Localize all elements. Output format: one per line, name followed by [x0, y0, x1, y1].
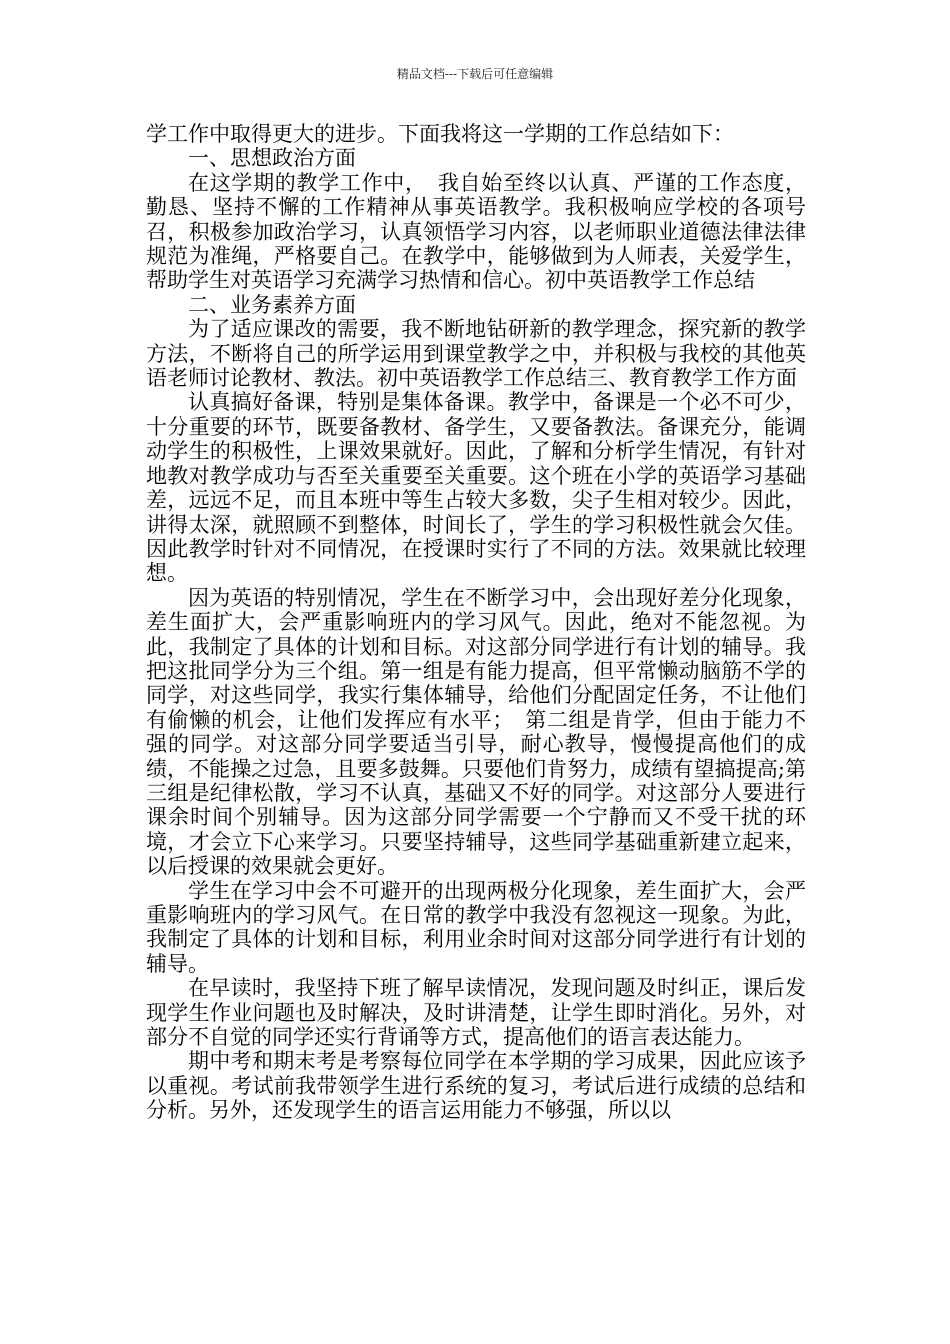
paragraph-professional: 为了适应课改的需要，我不断地钻研新的教学理念，探究新的教学方法，不断将自己的所学运用到课堂教学之中，并积极与我校的其他英语老师讨论教材、教法。初中英语教学工作总结三、教育教学工作方面	[146, 317, 806, 391]
paragraph-lesson-prep: 认真搞好备课，特别是集体备课。教学中，备课是一个必不可少，十分重要的环节，既要备教材、备学生，又要备教法。备课充分，能调动学生的积极性，上课效果就好。因此，了解和分析学生情况，有针对地教对教学成功与否至关重要至关重要。这个班在小学的英语学习基础差，远远不足，而且本班中等生占较大多数，尖子生相对较少。因此，讲得太深，就照顾不到整体，时间长了，学生的学习积极性就会欠佳。因此教学时针对不同情况，在授课时实行了不同的方法。效果就比较理想。	[146, 390, 806, 586]
paragraph-morning-reading: 在早读时，我坚持下班了解早读情况，发现问题及时纠正，课后发现学生作业问题也及时解决，及时讲清楚，让学生即时消化。另外，对部分不自觉的同学还实行背诵等方式，提高他们的语言表达能力。	[146, 976, 806, 1050]
paragraph-student-groups: 因为英语的特别情况，学生在不断学习中，会出现好差分化现象，差生面扩大，会严重影响班内的学习风气。因此，绝对不能忽视。为此，我制定了具体的计划和目标。对这部分同学进行有计划的辅导。我把这批同学分为三个组。第一组是有能力提高，但平常懒动脑筋不学的同学，对这些同学，我实行集体辅导，给他们分配固定任务，不让他们有偷懒的机会，让他们发挥应有水平； 第二组是肯学，但由于能力不强的同学。对这部分同学要适当引导，耐心教导，慢慢提高他们的成绩，不能操之过急，且要多鼓舞。只要他们肯努力，成绩有望搞提高;第三组是纪律松散，学习不认真，基础又不好的同学。对这部分人要进行课余时间个别辅导。因为这部分同学需要一个宁静而又不受干扰的环境，才会立下心来学习。只要坚持辅导，这些同学基础重新建立起来，以后授课的效果就会更好。	[146, 585, 806, 879]
intro-paragraph: 学工作中取得更大的进步。下面我将这一学期的工作总结如下：	[146, 122, 734, 146]
section-heading-professional: 二、业务素养方面	[188, 292, 356, 317]
paragraph-political: 在这学期的教学工作中， 我自始至终以认真、严谨的工作态度，勤恳、坚持不懈的工作精神从事英语教学。我积极响应学校的各项号召，积极参加政治学习，认真领悟学习内容，以老师职业道德法律法律规范为准绳，严格要自己。在教学中，能够做到为人师表，关爱学生，帮助学生对英语学习充满学习热情和信心。初中英语教学工作总结	[146, 170, 806, 293]
page-header: 精品文档---下载后可任意编辑	[396, 67, 554, 81]
section-heading-political: 一、思想政治方面	[188, 146, 356, 171]
paragraph-exams: 期中考和期末考是考察每位同学在本学期的学习成果，因此应该予以重视。考试前我带领学生进行系统的复习，考试后进行成绩的总结和分析。另外，还发现学生的语言运用能力不够强，所以以	[146, 1049, 806, 1123]
document-body	[146, 122, 806, 1123]
paragraph-polarization: 学生在学习中会不可避开的出现两极分化现象，差生面扩大，会严重影响班内的学习风气。在日常的教学中我没有忽视这一现象。为此，我制定了具体的计划和目标，利用业余时间对这部分同学进行有计划的辅导。	[146, 878, 806, 976]
